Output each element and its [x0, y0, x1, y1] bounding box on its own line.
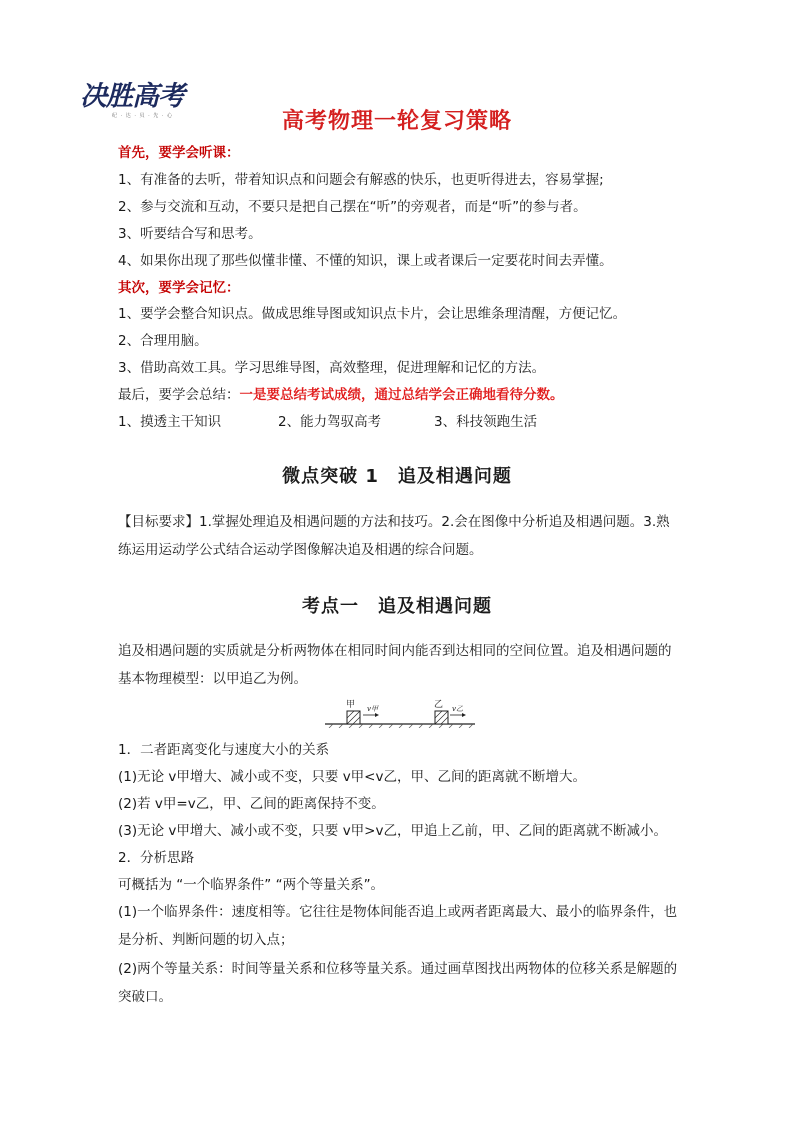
intro-paragraph: 追及相遇问题的实质就是分析两物体在相同时间内能否到达相同的空间位置。追及相遇问题的基本物理模型：以甲追乙为例。: [118, 643, 672, 687]
summary-tab-3: 3、科技领跑生活: [434, 414, 538, 430]
section1-item-2: 2、参与交流和互动，不要只是把自己摆在“听”的旁观者，而是“听”的参与者。: [118, 199, 587, 215]
part2-lead: 可概括为 “一个临界条件” “两个等量关系”。: [118, 877, 385, 893]
summary-tab-2: 2、能力驾驭高考: [278, 414, 382, 430]
goal-tag: 【目标要求】: [118, 514, 199, 530]
logo-subtext: 纪 · 达 · 贝 · 先 · 心: [112, 113, 174, 119]
part1-item-3: (3)无论 v甲增大、减小或不变，只要 v甲>v乙，甲追上乙前，甲、乙间的距离就不断减小。: [118, 823, 667, 839]
section1-item-4: 4、如果你出现了那些似懂非懂、不懂的知识，课上或者课后一定要花时间去弄懂。: [118, 253, 613, 269]
section2-heading: 其次，要学会记忆：: [118, 280, 240, 296]
section1-heading: 首先，要学会听课：: [118, 145, 240, 161]
part2-item-2: (2)两个等量关系：时间等量关系和位移等量关系。通过画草图找出两物体的位移关系是解题的突破口。: [118, 961, 678, 1005]
kaodian-title: 考点一 追及相遇问题: [302, 596, 492, 617]
section2-item-1: 1、要学会整合知识点。做成思维导图或知识点卡片，会让思维条理清醒，方便记忆。: [118, 306, 627, 322]
section1-item-3: 3、听要结合写和思考。: [118, 226, 262, 242]
goal-paragraph: [118, 508, 683, 564]
summary-lead: 最后，要学会总结：: [118, 387, 240, 403]
velocity-a-label: v甲: [367, 705, 378, 713]
part2-title: 2．分析思路: [118, 850, 195, 866]
section1-item-1: 1、有准备的去听，带着知识点和问题会有解惑的快乐，也更听得进去，容易掌握;: [118, 172, 604, 188]
section2-item-2: 2、合理用脑。: [118, 333, 208, 349]
section2-item-3: 3、借助高效工具。学习思维导图，高效整理，促进理解和记忆的方法。: [118, 360, 546, 376]
velocity-b-label: v乙: [452, 705, 463, 713]
summary-line: [118, 385, 564, 405]
part1-item-2: (2)若 v甲=v乙，甲、乙间的距离保持不变。: [118, 796, 385, 812]
part2-item-1: (1)一个临界条件：速度相等。它往往是物体间能否追上或两者距离最大、最小的临界条件，也是分析、判断问题的切入点；: [118, 904, 678, 948]
logo-text: 决胜高考: [80, 81, 184, 112]
micro-title: 微点突破 1 追及相遇问题: [282, 466, 512, 487]
part1-item-1: (1)无论 v甲增大、减小或不变，只要 v甲<v乙，甲、乙间的距离就不断增大。: [118, 769, 586, 785]
summary-tabs: [118, 412, 537, 432]
goal-text: 1.掌握处理追及相遇问题的方法和技巧。2.会在图像中分析追及相遇问题。3.熟练运用运动学公式结合运动学图像解决追及相遇的综合问题。: [118, 514, 670, 558]
label-a: 甲: [346, 700, 356, 710]
part1-title: 1．二者距离变化与速度大小的关系: [118, 742, 330, 758]
summary-highlight: 一是要总结考试成绩，通过总结学会正确地看待分数。: [239, 387, 564, 403]
label-b: 乙: [434, 700, 444, 710]
chase-diagram: [325, 694, 475, 728]
summary-tab-1: 1、摸透主干知识: [118, 414, 222, 430]
document-title: 高考物理一轮复习策略: [281, 109, 512, 134]
